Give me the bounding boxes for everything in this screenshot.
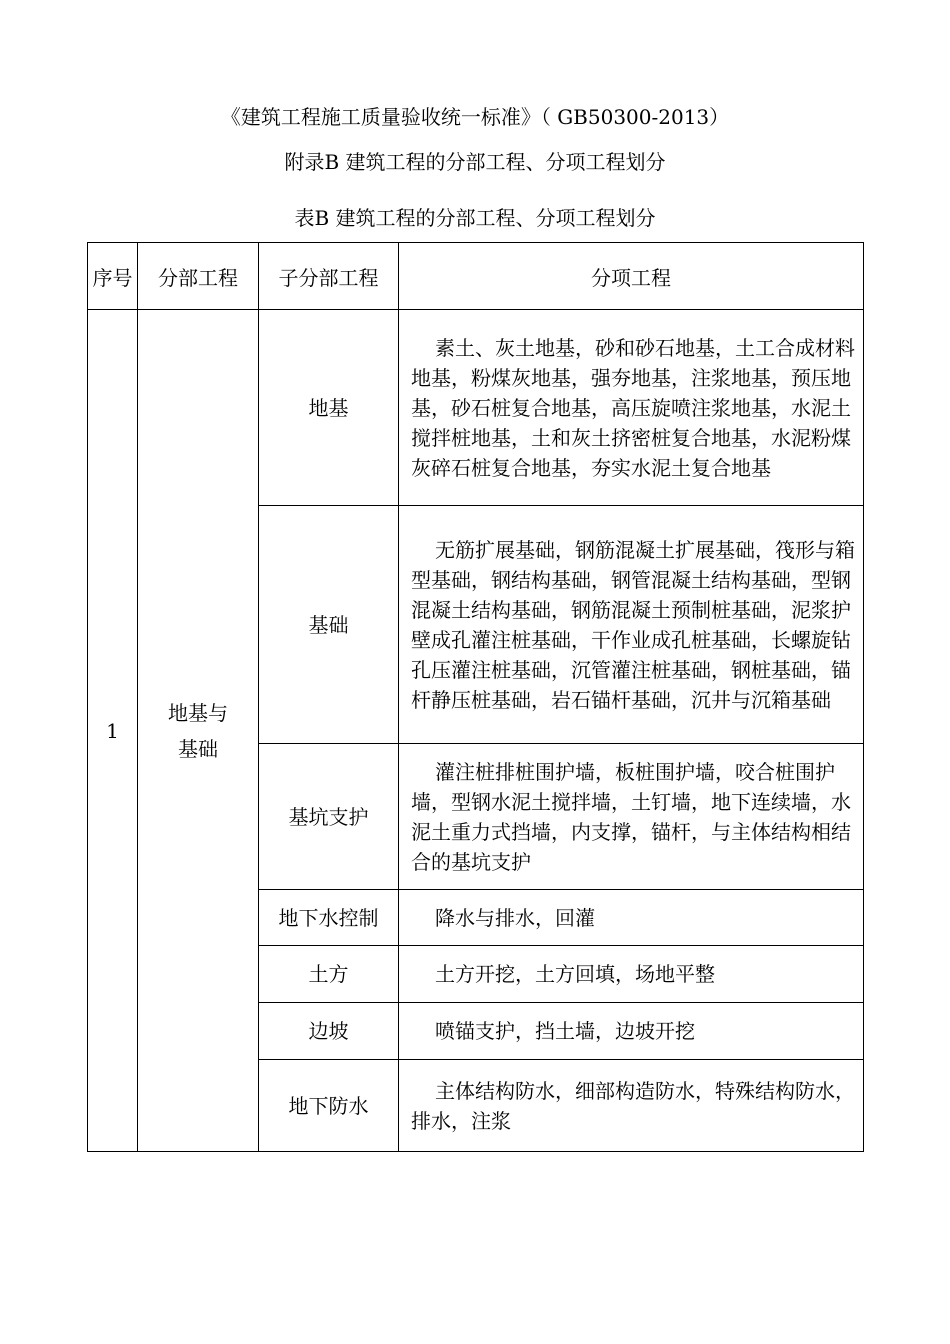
header-subdivision: 子分部工程 [259, 243, 399, 310]
division-table [87, 242, 864, 1152]
division-cell [138, 310, 259, 1152]
items-cell: 降水与排水，回灌 [399, 890, 864, 946]
items-cell: 灌注桩排桩围护墙，板桩围护墙，咬合桩围护墙，型钢水泥土搅拌墙，土钉墙，地下连续墙，水泥土重力式挡墙，内支撑，锚杆，与主体结构相结合的基坑支护 [399, 744, 864, 890]
subdivision-cell: 地下水控制 [259, 890, 399, 946]
row-index: 1 [88, 310, 138, 1152]
document-title: 《建筑工程施工质量验收统一标准》（ GB50300-2013） [220, 105, 730, 129]
subdivision-cell: 地基 [259, 310, 399, 506]
subdivision-cell: 边坡 [259, 1003, 399, 1060]
table-row [88, 310, 864, 506]
table-caption: 表B 建筑工程的分部工程、分项工程划分 [294, 206, 656, 230]
items-cell: 土方开挖，土方回填，场地平整 [399, 946, 864, 1003]
items-cell: 素土、灰土地基，砂和砂石地基，土工合成材料地基，粉煤灰地基，强夯地基，注浆地基，预压地基，砂石桩复合地基，高压旋喷注浆地基，水泥土搅拌桩地基，土和灰土挤密桩复合地基，水泥粉煤灰碎石桩复合地基，夯实水泥土复合地基 [399, 310, 864, 506]
subdivision-cell: 基坑支护 [259, 744, 399, 890]
header-index: 序号 [88, 243, 138, 310]
appendix-title: 附录B 建筑工程的分部工程、分项工程划分 [284, 150, 666, 174]
table-header-row [88, 243, 864, 310]
subdivision-cell: 土方 [259, 946, 399, 1003]
header-division: 分部工程 [138, 243, 259, 310]
items-cell: 无筋扩展基础，钢筋混凝土扩展基础，筏形与箱型基础，钢结构基础，钢管混凝土结构基础，型钢混凝土结构基础，钢筋混凝土预制桩基础，泥浆护壁成孔灌注桩基础，干作业成孔桩基础，长螺旋钻孔压灌注桩基础，沉管灌注桩基础，钢桩基础，锚杆静压桩基础，岩石锚杆基础，沉井与沉箱基础 [399, 506, 864, 744]
header-items: 分项工程 [399, 243, 864, 310]
division-name: 地基与基础 [168, 700, 228, 761]
items-cell: 主体结构防水，细部构造防水，特殊结构防水，排水，注浆 [399, 1060, 864, 1152]
subdivision-cell: 地下防水 [259, 1060, 399, 1152]
items-cell: 喷锚支护，挡土墙，边坡开挖 [399, 1003, 864, 1060]
subdivision-cell: 基础 [259, 506, 399, 744]
